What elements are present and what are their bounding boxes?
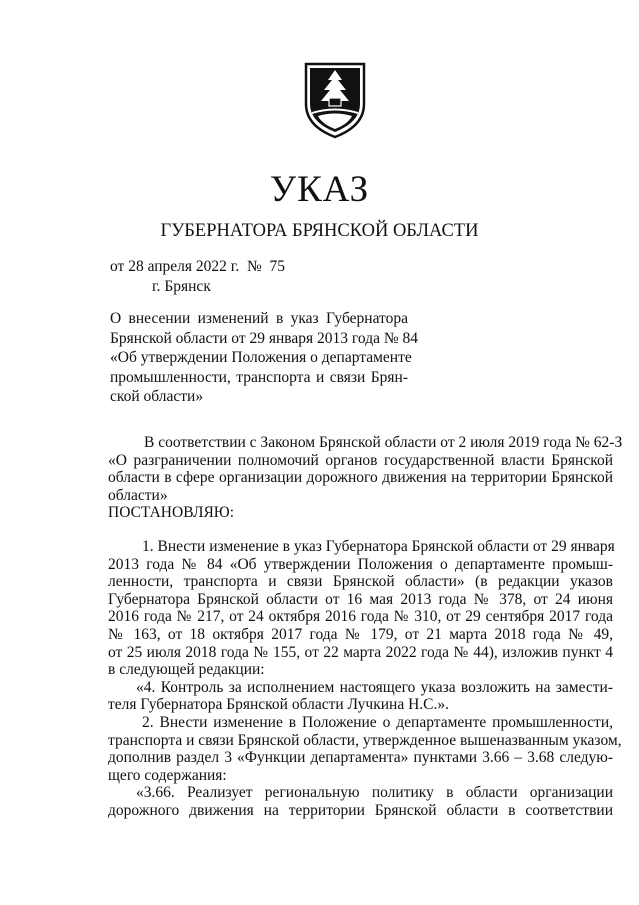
item1-line: в следующей редакции: bbox=[108, 661, 265, 679]
subject-line: О внесении изменений в указ Губернатора bbox=[110, 310, 408, 327]
item2-line: щего содержания: bbox=[108, 766, 227, 784]
document-city: г. Брянск bbox=[152, 278, 211, 295]
item1-line: 2016 года № 217, от 24 октября 2016 года № 310, от 29 сентября 2017 года bbox=[108, 608, 613, 626]
item1-line: ленности, транспорта и связи Брянской области» (в редакции указов bbox=[108, 573, 613, 591]
quote4-line: «4. Контроль за исполнением настоящего указа возложить на замести- bbox=[136, 678, 613, 696]
document-title: УКАЗ bbox=[269, 169, 370, 210]
quote-item-3-66 bbox=[108, 784, 613, 819]
subject-line: «Об утверждении Положения о департаменте bbox=[110, 349, 412, 366]
preamble-line: В соответствии с Законом Брянской области от 2 июля 2019 года № 62-З bbox=[144, 434, 623, 451]
item1-line: 1. Внести изменение в указ Губернатора Брянской области от 29 января bbox=[142, 537, 615, 555]
item1-line: № 163, от 18 октября 2017 года № 179, от 21 марта 2018 года № 49, bbox=[108, 625, 613, 643]
item2-line: 2. Внести изменение в Положение о департаменте промышленности, bbox=[142, 713, 613, 731]
subject-line: промышленности, транспорта и связи Брян- bbox=[110, 368, 408, 386]
item2-line: дополнив раздел 3 «Функции департамента» пунктами 3.66 – 3.68 следую- bbox=[108, 749, 613, 767]
subject-line: ской области» bbox=[110, 388, 204, 405]
quote-item-4 bbox=[108, 679, 613, 714]
document-date-number: от 28 апреля 2022 г. № 75 bbox=[110, 258, 286, 275]
coat-of-arms-icon bbox=[302, 60, 368, 140]
decree-word: ПОСТАНОВЛЯЮ: bbox=[108, 504, 235, 522]
item1-line: от 25 июля 2018 года № 155, от 22 марта 2022 года № 44), изложив пункт 4 bbox=[108, 643, 613, 661]
preamble-line: области в сфере организации дорожного движения на территории Брянской bbox=[108, 469, 613, 487]
quote366-line: дорожного движения на территории Брянской области в соответствии bbox=[108, 801, 613, 819]
item2-line: транспорта и связи Брянской области, утвержденное вышеназванным указом, bbox=[108, 731, 622, 749]
preamble-line: «О разграничении полномочий органов государственной власти Брянской bbox=[108, 451, 613, 469]
item1-line: 2013 года № 84 «Об утверждении Положения о департаменте промыш- bbox=[108, 555, 613, 573]
document-subject bbox=[110, 309, 419, 407]
document-body bbox=[108, 434, 623, 819]
preamble bbox=[108, 434, 623, 504]
quote4-line: теля Губернатора Брянской области Лучкина Н.С.». bbox=[108, 696, 449, 714]
item-2 bbox=[108, 713, 622, 784]
preamble-line: области» bbox=[108, 486, 168, 504]
document-subtitle: ГУБЕРНАТОРА БРЯНСКОЙ ОБЛАСТИ bbox=[160, 221, 479, 241]
quote366-line: «3.66. Реализует региональную политику в области организации bbox=[136, 784, 613, 802]
subject-line: Брянской области от 29 января 2013 года № 84 bbox=[110, 329, 419, 347]
item-1 bbox=[108, 538, 613, 679]
item1-line: Губернатора Брянской области от 16 мая 2013 года № 378, от 24 июня bbox=[108, 590, 613, 608]
